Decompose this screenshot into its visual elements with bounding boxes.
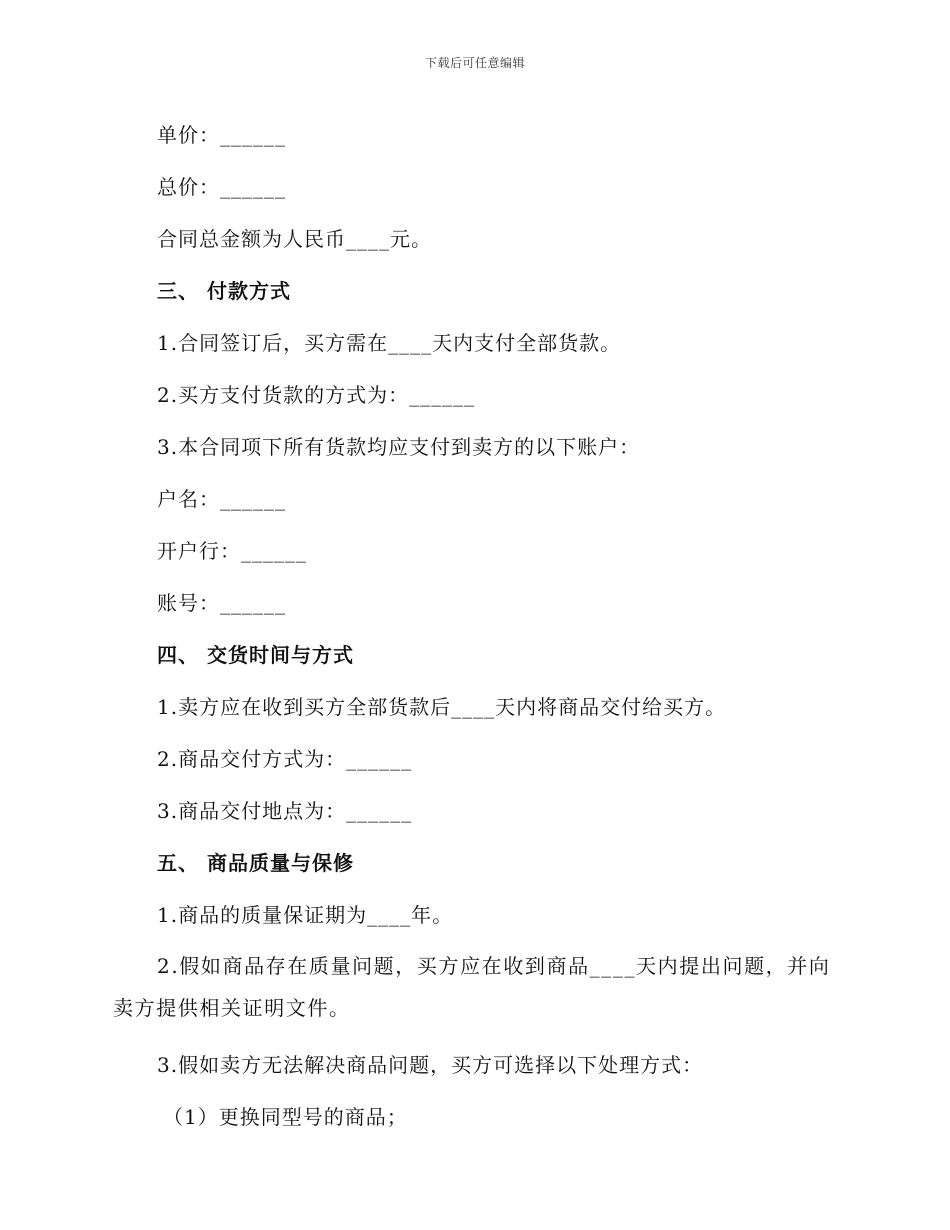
quality-clause-3: 3.假如卖方无法解决商品问题，买方可选择以下处理方式： <box>157 1053 704 1077</box>
unit-price-line: 单价：______ <box>157 123 286 147</box>
payment-clause-1: 1.合同签订后，买方需在____天内支付全部货款。 <box>157 331 622 355</box>
section-heading-quality: 五、 商品质量与保修 <box>157 851 354 875</box>
payment-clause-2: 2.买方支付货款的方式为：______ <box>157 383 476 407</box>
delivery-clause-2: 2.商品交付方式为：______ <box>157 747 413 771</box>
document-body <box>113 109 837 1143</box>
account-name-line: 户名：______ <box>157 487 286 511</box>
delivery-clause-1: 1.卖方应在收到买方全部货款后____天内将商品交付给买方。 <box>157 695 727 719</box>
quality-clause-1: 1.商品的质量保证期为____年。 <box>157 903 454 927</box>
payment-clause-3: 3.本合同项下所有货款均应支付到卖方的以下账户： <box>157 435 641 459</box>
total-price-line: 总价：______ <box>157 175 286 199</box>
delivery-clause-3: 3.商品交付地点为：______ <box>157 799 413 823</box>
page-header: 下载后可任意编辑 <box>424 56 525 70</box>
bank-line: 开户行：______ <box>157 539 307 563</box>
contract-total-line: 合同总金额为人民币____元。 <box>157 227 432 251</box>
quality-clause-2: 2.假如商品存在质量问题，买方应在收到商品____天内提出问题，并向卖方提供相关证明文件。 <box>113 954 831 1020</box>
section-heading-delivery: 四、 交货时间与方式 <box>157 643 354 667</box>
section-heading-payment: 三、 付款方式 <box>157 279 291 303</box>
account-number-line: 账号：______ <box>157 591 286 615</box>
remedy-option-1: （1）更换同型号的商品； <box>163 1105 408 1129</box>
